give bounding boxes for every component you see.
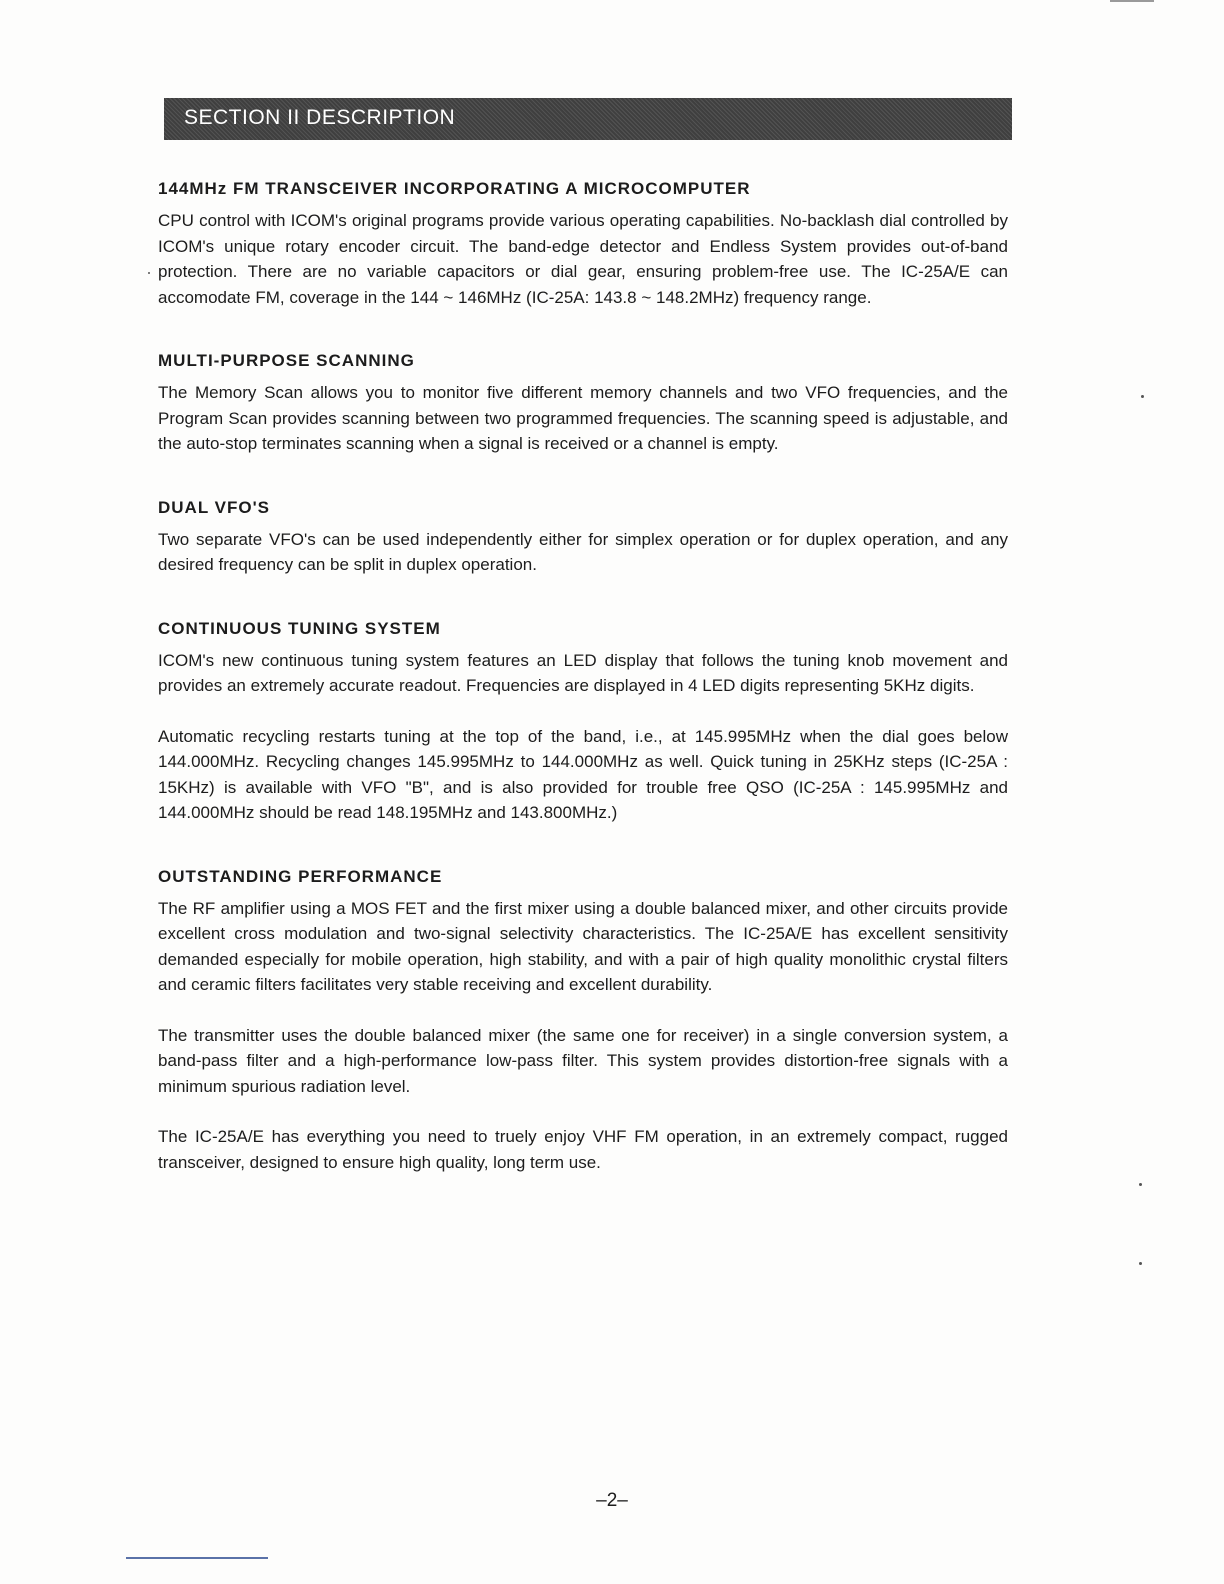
- section-title: SECTION II DESCRIPTION: [184, 106, 456, 129]
- paragraph: The IC-25A/E has everything you need to truely enjoy VHF FM operation, in an extremely compact, rugged transceiver, designed to ensure high quality, long term use.: [158, 1127, 1008, 1172]
- paragraph: The RF amplifier using a MOS FET and the first mixer using a double balanced mixer, and other circuits provide excellent cross modulation and two-signal selectivity characteristics. The IC-25A/E has excellent sensitivity demanded especially for mobile operation, high stability, and with a pair of high quality monolithic crystal filters and ceramic filters facilitates very stable receiving and excellent durability.: [158, 898, 1008, 994]
- section-multi-purpose-scanning: [158, 350, 1008, 457]
- section-dual-vfos: [158, 497, 1008, 578]
- document-body: [158, 178, 1008, 1175]
- section-heading: 144MHz FM TRANSCEIVER INCORPORATING A MICROCOMPUTER: [158, 179, 751, 198]
- scan-artifact-line: [126, 1557, 268, 1559]
- section-outstanding-performance: [158, 866, 1008, 1176]
- page-number: –2–: [596, 1490, 628, 1511]
- section-header-bar: [164, 98, 1012, 140]
- section-heading: OUTSTANDING PERFORMANCE: [158, 866, 443, 886]
- paragraph: The Memory Scan allows you to monitor five different memory channels and two VFO frequencies, and the Program Scan provides scanning between two programmed frequencies. The scanning speed is adjustable, and the auto-stop terminates scanning when a signal is received or a channel is empty.: [158, 383, 1008, 453]
- scan-artifact-line: [1110, 0, 1154, 2]
- section-continuous-tuning: [158, 618, 1008, 826]
- scan-speck: [148, 272, 150, 274]
- scan-speck: [1139, 1183, 1142, 1186]
- paragraph: Two separate VFO's can be used independently either for simplex operation or for duplex operation, and any desired frequency can be split in duplex operation.: [158, 529, 1008, 574]
- paragraph: ICOM's new continuous tuning system features an LED display that follows the tuning knob movement and provides an extremely accurate readout. Frequencies are displayed in 4 LED digits representing 5KHz digits.: [158, 650, 1008, 695]
- section-heading: CONTINUOUS TUNING SYSTEM: [158, 618, 441, 638]
- section-heading: MULTI-PURPOSE SCANNING: [158, 351, 415, 370]
- section-heading: DUAL VFO'S: [158, 497, 270, 517]
- paragraph: The transmitter uses the double balanced mixer (the same one for receiver) in a single conversion system, a band-pass filter and a high-performance low-pass filter. This system provides distortion-free signals with a minimum spurious radiation level.: [158, 1025, 1008, 1096]
- paragraph: Automatic recycling restarts tuning at the top of the band, i.e., at 145.995MHz when the dial goes below 144.000MHz. Recycling changes 145.995MHz to 144.000MHz as well. Quick tuning in 25KHz steps (IC-25A : 15KHz) is available with VFO "B", and is also provided for trouble free QSO (IC-25A : 145.995MHz and 144.000MHz should be read 148.195MHz and 143.800MHz.): [158, 726, 1008, 822]
- scan-speck: [1141, 395, 1144, 398]
- paragraph: CPU control with ICOM's original programs provide various operating capabilities. No-backlash dial controlled by ICOM's unique rotary encoder circuit. The band-edge detector and Endless System provides out-of-band protection. There are no variable capacitors or dial gear, ensuring problem-free use. The IC-25A/E can accomodate FM, coverage in the 144 ~ 146MHz (IC-25A: 143.8 ~ 148.2MHz) frequency range.: [158, 211, 1008, 307]
- scan-speck: [1139, 1262, 1142, 1265]
- section-microcomputer: [158, 178, 1008, 310]
